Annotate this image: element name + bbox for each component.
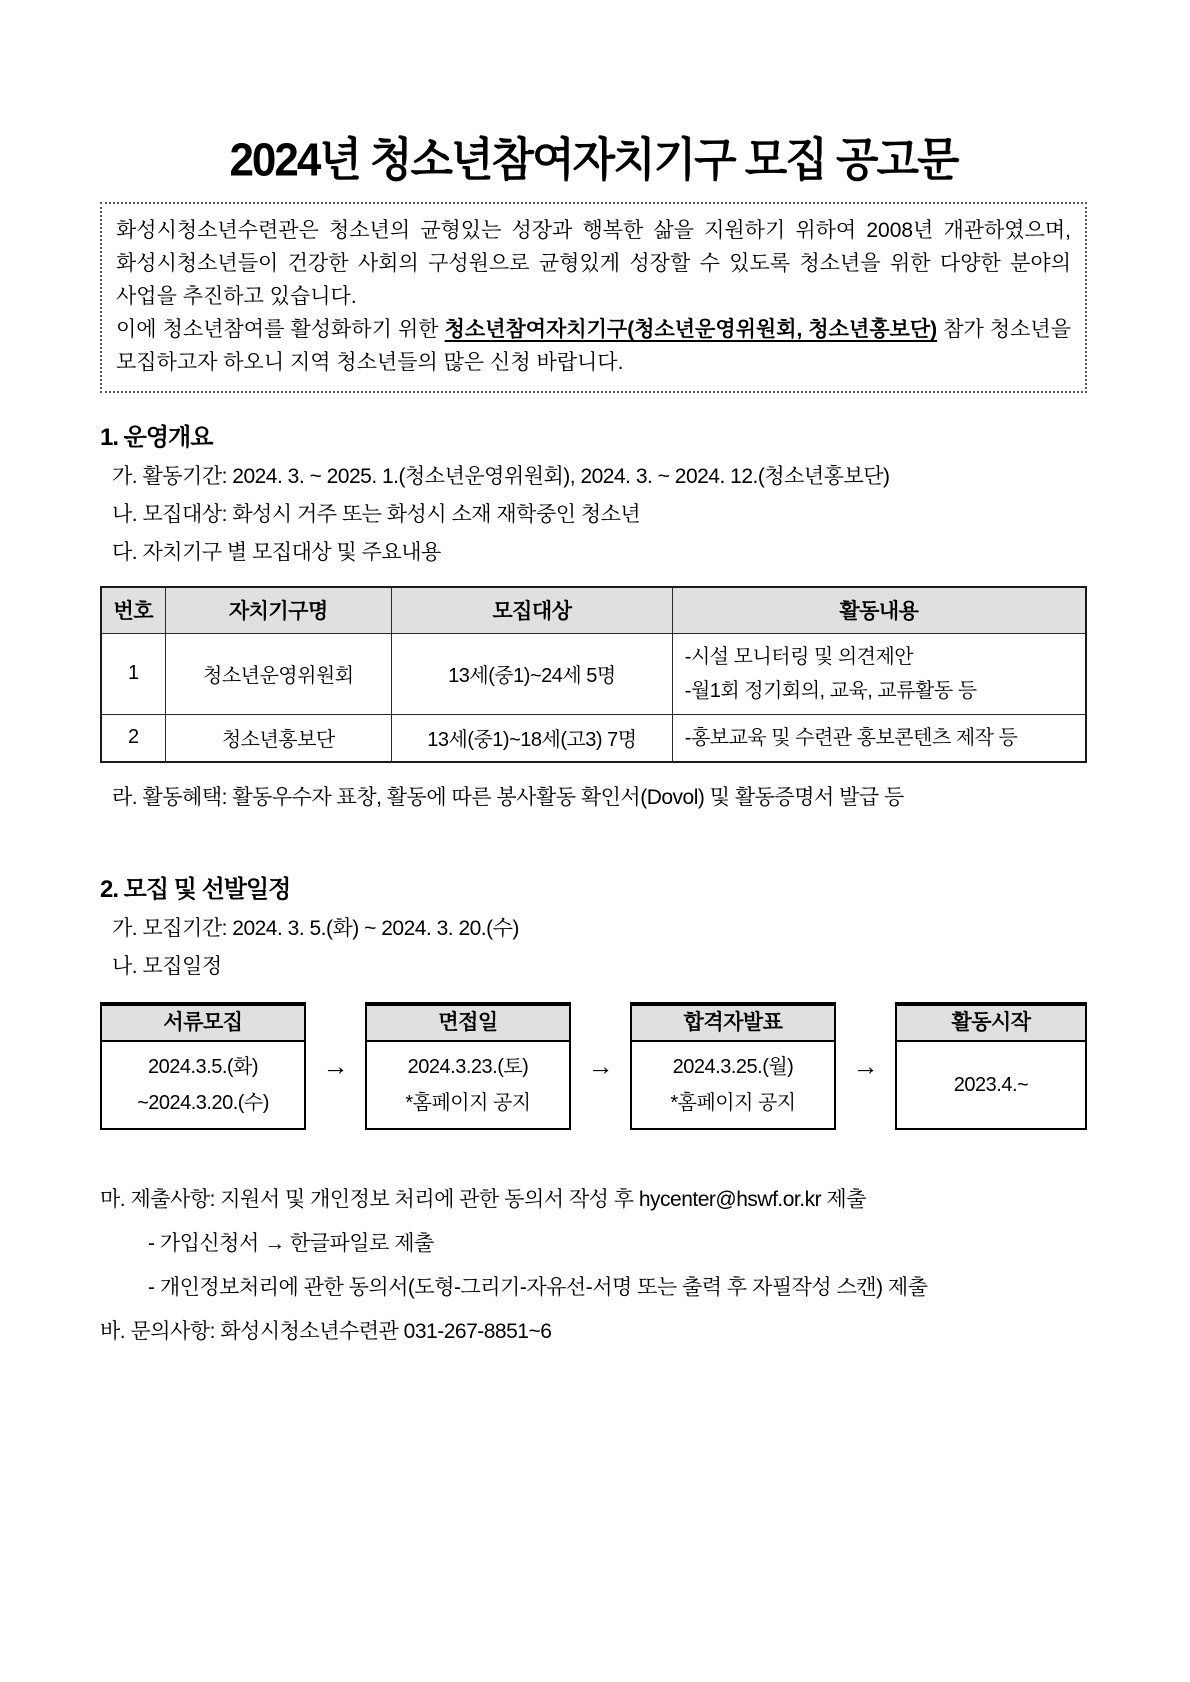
section1-item-ga: 가. 활동기간: 2024. 3. ~ 2025. 1.(청소년운영위원회), 2024. 3. ~ 2024. 12.(청소년홍보단) (112, 465, 890, 488)
row1-activities (672, 633, 1086, 714)
intro-emphasis-text: 청소년참여자치기구(청소년운영위원회, 청소년홍보단) (444, 318, 938, 341)
table-row (101, 714, 1086, 762)
table-header-target: 모집대상 (392, 587, 673, 633)
schedule-step-document-submission (100, 1002, 306, 1130)
arrow-right-icon: → (322, 1050, 349, 1081)
schedule-step-title: 합격자발표 (632, 1006, 834, 1042)
section2-item-ma: 마. 제출사항: 지원서 및 개인정보 처리에 관한 동의서 작성 후 hycenter@hswf.or.kr 제출 (100, 1188, 866, 1211)
row1-no: 1 (101, 633, 165, 714)
schedule-step-interview (365, 1002, 571, 1130)
schedule-step-activity-start (895, 1002, 1087, 1130)
section2-item-na: 나. 모집일정 (112, 955, 222, 978)
section1-item-da: 다. 자치기구 별 모집대상 및 주요내용 (112, 541, 441, 564)
schedule-step-title: 활동시작 (897, 1006, 1085, 1042)
section-operation-overview (100, 417, 1087, 817)
schedule-step-line: 2023.4.~ (953, 1074, 1029, 1096)
row2-target: 13세(중1)~18세(고3) 7명 (392, 714, 673, 762)
row1-activity-line-1: -시설 모니터링 및 의견제안 (684, 645, 914, 668)
row1-activity-line-2: -월1회 정기회의, 교육, 교류활동 등 (684, 679, 977, 702)
row2-org-name: 청소년홍보단 (165, 714, 392, 762)
intro-paragraph-2-suffix: 참가 청소년을 모집하고자 하오니 지역 청소년들의 많은 신청 바랍니다. (116, 318, 1071, 374)
table-header-row (101, 587, 1086, 633)
schedule-step-result-announcement (630, 1002, 836, 1130)
organization-table (100, 586, 1087, 763)
row1-target: 13세(중1)~24세 5명 (392, 633, 673, 714)
schedule-step-title: 서류모집 (102, 1006, 304, 1042)
row2-no: 2 (101, 714, 165, 762)
intro-paragraph-2-prefix: 이에 청소년참여를 활성화하기 위한 (116, 318, 445, 341)
row1-org-name: 청소년운영위원회 (165, 633, 392, 714)
schedule-step-line: 2024.3.23.(토) (407, 1056, 529, 1078)
row2-activity-line-1: -홍보교육 및 수련관 홍보콘텐츠 제작 등 (684, 726, 1018, 749)
table-header-org-name: 자치기구명 (165, 587, 392, 633)
section2-item-ga: 가. 모집기간: 2024. 3. 5.(화) ~ 2024. 3. 20.(수) (112, 917, 519, 940)
schedule-step-line: *홈페이지 공지 (670, 1092, 796, 1114)
section-recruitment-schedule (100, 869, 1087, 1354)
schedule-step-body (897, 1042, 1085, 1128)
section2-item-ba: 바. 문의사항: 화성시청소년수련관 031-267-8851~6 (100, 1320, 552, 1343)
section2-heading: 2. 모집 및 선발일정 (100, 876, 291, 903)
section1-heading: 1. 운영개요 (100, 424, 213, 451)
schedule-step-line: ~2024.3.20.(수) (137, 1092, 269, 1114)
schedule-step-line: 2024.3.5.(화) (147, 1056, 259, 1078)
page-title: 2024년 청소년참여자치기구 모집 공고문 (229, 134, 958, 186)
schedule-step-line: *홈페이지 공지 (405, 1092, 531, 1114)
schedule-step-line: 2024.3.25.(월) (672, 1056, 794, 1078)
table-header-activity: 활동내용 (672, 587, 1086, 633)
section2-list (100, 910, 1087, 986)
section2-item-ma-sub-1: - 가입신청서 → 한글파일로 제출 (148, 1232, 434, 1255)
submission-info-block (100, 1178, 1087, 1354)
arrow-right-icon: → (587, 1050, 614, 1081)
schedule-step-body (102, 1042, 304, 1128)
section1-item-na: 나. 모집대상: 화성시 거주 또는 화성시 소재 재학중인 청소년 (112, 503, 641, 526)
row2-activities (672, 714, 1086, 762)
intro-paragraph-1: 화성시청소년수련관은 청소년의 균형있는 성장과 행복한 삶을 지원하기 위하여 2008년 개관하였으며, 화성시청소년들이 건강한 사회의 구성원으로 균형있게 성장할 수 있도록 청소년을 위한 다양한 분야의 사업을 추진하고 있습니다. (116, 219, 1071, 308)
intro-box (100, 202, 1087, 393)
schedule-step-body (367, 1042, 569, 1128)
table-row (101, 633, 1086, 714)
arrow-right-icon: → (852, 1050, 879, 1081)
section1-item-ra: 라. 활동혜택: 활동우수자 표창, 활동에 따른 봉사활동 확인서(Dovol) 및 활동증명서 발급 등 (112, 786, 904, 809)
schedule-step-title: 면접일 (367, 1006, 569, 1042)
schedule-step-body (632, 1042, 834, 1128)
section2-item-ma-sub-2: - 개인정보처리에 관한 동의서(도형-그리기-자유선-서명 또는 출력 후 자필작성 스캔) 제출 (148, 1276, 928, 1299)
schedule-flow (100, 1002, 1087, 1130)
table-header-no: 번호 (101, 587, 165, 633)
section1-list (100, 458, 1087, 572)
